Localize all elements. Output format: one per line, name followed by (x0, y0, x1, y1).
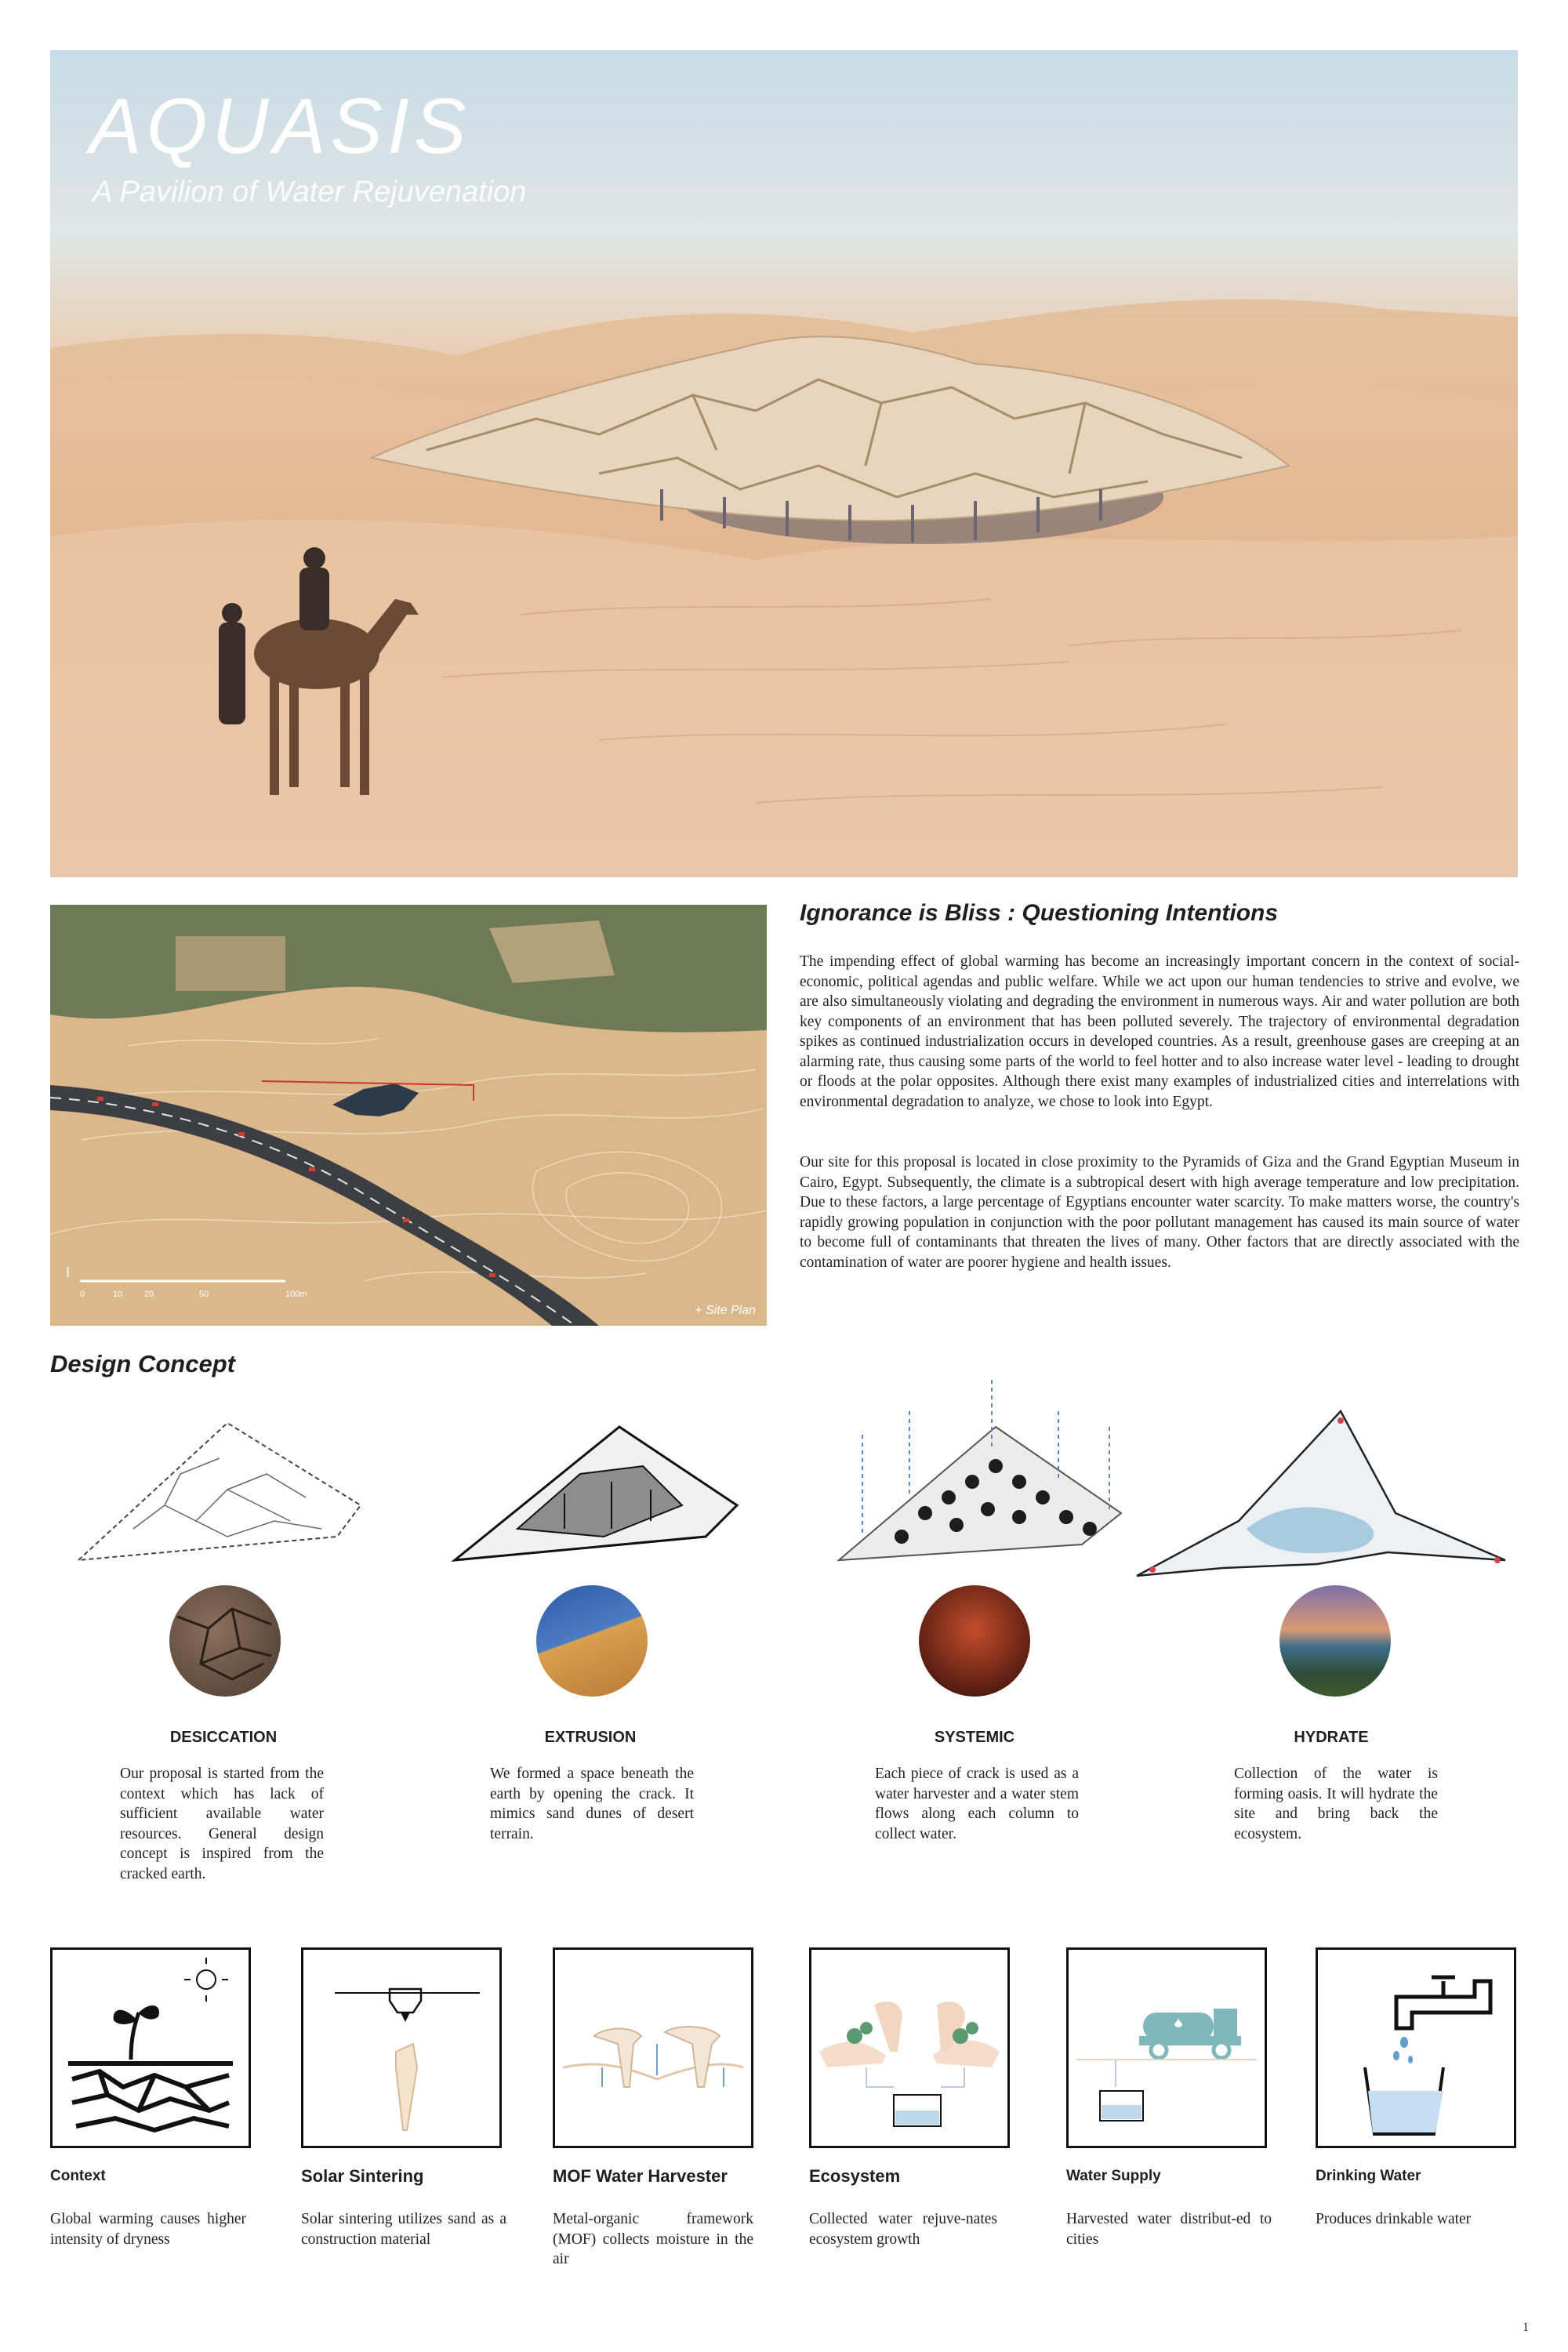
concept-label-hydrate: HYDRATE (1294, 1729, 1369, 1746)
hydrate-diagram-icon (1129, 1403, 1513, 1584)
ecosystem-box (809, 1947, 1010, 2148)
north-arrow-icon: I (66, 1265, 71, 1280)
intro-title: Ignorance is Bliss : Questioning Intentions (800, 900, 1279, 926)
water-supply-box (1066, 1947, 1267, 2148)
process-title-ecosystem: Ecosystem (809, 2166, 901, 2186)
intro-paragraph-1: The impending effect of global warming has become an increasingly important concern in the context of social-economic, political agendas and public welfare. While we act upon our human tendencies to strive and evolve, we are also simultaneously violating and degrading the environment in numerous ways. Air and water pollution are both key components of an environment that has been polluted severely. The trajectory of environmental degradation spikes as continued industrialization occurs in developed countries. As a result, greenhouse gases are creeping at an alarming rate, thus causing some parts of the world to feel hotter and to also increase water level - leading to drought or floods at the polar opposites. Although there exist many examples of industrialized cities and interrelations with environmental degradation to analyze, we chose to look into Egypt. (800, 953, 1519, 1110)
solar-sintering-box (301, 1947, 502, 2148)
systemic-diagram-icon (831, 1380, 1129, 1568)
drinking-water-box (1316, 1947, 1516, 2148)
design-concept-title: Design Concept (50, 1350, 235, 1377)
cracked-earth-photo (169, 1585, 281, 1697)
process-title-water-supply: Water Supply (1066, 2168, 1161, 2184)
mof-harvester-box (553, 1947, 753, 2148)
aerial-map-illustration (50, 905, 767, 1326)
harvester-section-icon (555, 1950, 751, 2146)
concept-desc-extrusion: We formed a space beneath the earth by opening the crack. It mimics sand dunes of desert terrain. (490, 1766, 694, 1842)
process-desc-water-supply: Harvested water distribut-ed to cities (1066, 2211, 1272, 2248)
site-plan-map (50, 905, 767, 1326)
process-title-mof: MOF Water Harvester (553, 2166, 728, 2186)
faucet-glass-icon (1318, 1950, 1514, 2146)
sintering-nozzle-icon (303, 1950, 499, 2146)
canyon-photo (919, 1585, 1030, 1697)
context-box (50, 1947, 251, 2148)
process-desc-context: Global warming causes higher intensity of dryness (50, 2211, 246, 2248)
process-desc-drinking-water: Produces drinkable water (1316, 2211, 1472, 2227)
water-truck-icon (1069, 1950, 1265, 2146)
desiccation-diagram-icon (71, 1411, 368, 1568)
concept-label-extrusion: EXTRUSION (544, 1729, 637, 1746)
page-number: 1 (1523, 2321, 1529, 2334)
sand-dune-photo (536, 1585, 648, 1697)
concept-label-desiccation: DESICCATION (169, 1729, 278, 1746)
oasis-photo (1279, 1585, 1391, 1697)
process-desc-solar-sintering: Solar sintering utilizes sand as a construction material (301, 2211, 506, 2248)
scale-bar-label: 100m (285, 1290, 307, 1299)
process-title-drinking-water: Drinking Water (1316, 2168, 1421, 2184)
concept-desc-desiccation: Our proposal is started from the context which has lack of sufficient available water resources. General design concept is inspired from the cracked earth. (120, 1766, 324, 1882)
process-title-context: Context (50, 2168, 106, 2184)
concept-desc-systemic: Each piece of crack is used as a water harvester and a water stem flows along each column to collect water. (875, 1766, 1079, 1842)
ecosystem-section-icon (811, 1950, 1007, 2146)
scale-bar-label: 20 (144, 1290, 154, 1299)
desert-pavilion-illustration (50, 50, 1518, 877)
process-desc-ecosystem: Collected water rejuve-nates ecosystem growth (809, 2211, 997, 2248)
extrusion-diagram-icon (447, 1419, 745, 1568)
scale-bar-label: 50 (199, 1290, 209, 1299)
site-plan-label: + Site Plan (695, 1304, 756, 1317)
scale-bar-label: 0 (80, 1290, 85, 1299)
hero-subtitle: A Pavilion of Water Rejuvenation (93, 176, 527, 209)
process-desc-mof: Metal-organic framework (MOF) collects moisture in the air (553, 2211, 753, 2267)
scale-bar-label: 10 (113, 1290, 123, 1299)
hero-render (50, 50, 1518, 877)
process-title-solar-sintering: Solar Sintering (301, 2166, 424, 2186)
concept-label-systemic: SYSTEMIC (934, 1729, 1015, 1746)
intro-paragraph-2: Our site for this proposal is located in close proximity to the Pyramids of Giza and the Grand Egyptian Museum in Cairo, Egypt. Subsequently, the climate is a subtropical desert with high average temperature and low precipitation. Due to these factors, a large percentage of Egyptians encounter water scarcity. To make matters worse, the country's rapidly growing population in conjunction with the poor pollutant management has caused its main source of water to become full of contaminants that threaten the lives of many. Other factors that are directly associated with the contamination of water are poorer hygiene and health issues. (800, 1154, 1519, 1271)
plant-cracked-earth-icon (53, 1950, 249, 2146)
concept-desc-hydrate: Collection of the water is forming oasis. It will hydrate the site and bring back the ecosystem. (1234, 1766, 1438, 1842)
hero-title: AQUASIS (89, 82, 471, 170)
